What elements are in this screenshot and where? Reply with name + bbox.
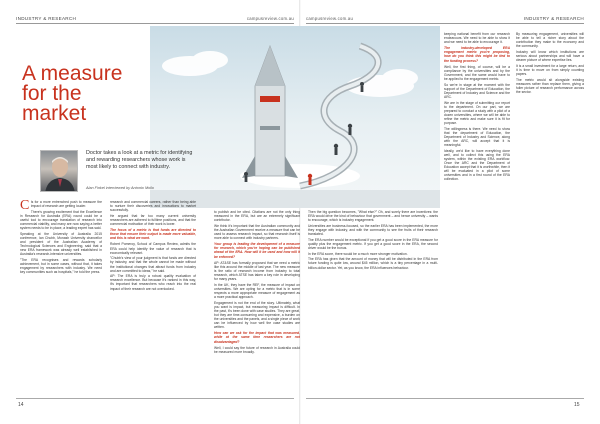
body-column-3 xyxy=(214,210,300,396)
paragraph: Ideally, we'd like to have everything done well, and to collect this using the ERA system, within the existing ERA workflow. Once the ARC and the Department of Education accept that it is worthwhile, then it will be evaluated in a pilot of some universities and in a first round of the ERA collection. xyxy=(444,148,510,182)
paragraph: Industry will know which institutions are serious about partnerships and will have a clearer picture of where expertise lies. xyxy=(516,49,584,63)
paragraph: The ERA has given that the amount of money that will be distributed in the ERA from future funding is quite low, around $45 million, which is a tiny percentage in a multi-billion-dollar sector. Yet, as you know, the ERA influences behaviour. xyxy=(308,257,438,270)
paragraph: The metric would sit alongside existing measures rather than replace them, giving a fuller picture of research performance across the sector. xyxy=(516,77,584,94)
body-column-4 xyxy=(444,32,510,396)
paragraph: In the UK, they have the REF, the measure of impact on universities. We are opting for a metric that is in some respects a more appropriate measure of engagement as a more practical approach. xyxy=(214,282,300,299)
paragraph: We are in the stage of submitting our report to the department. On our part, we are prepared to conduct a study with a pilot of a dozen universities, where we will be able to refine the metric and make sure it is fit for purpose. xyxy=(444,100,510,126)
paragraph: The willingness is there. We need to show that the department of Education, the Department of Industry and Science, along with the ARC, will accept that it is meaningful. xyxy=(444,126,510,148)
paragraph: research and commercial careers, rather than being able to nurture their discoveries and innovations to market successfully. xyxy=(110,200,196,213)
paragraph: "The ERA recognises and rewards scholarly achievement, but in some cases, without that, it takes engagement by researchers with industry. We need key communities such as hospitals," he told the press. xyxy=(20,258,102,275)
left-site-url[interactable]: campusreview.com.au xyxy=(246,16,294,21)
paragraph: "Chubb's view of your judgment is that funds are directed by industry, and that the whole cannot be made without the institutional changes that attract funds from industry and are committed to ideas," he said. xyxy=(110,256,196,273)
author-photo xyxy=(40,150,78,192)
article-standfirst: Doctor takes a look at a metric for identifying and rewarding researchers whose work is most likely to connect with industry. xyxy=(86,150,193,170)
portrait-icon xyxy=(41,151,78,192)
paragraph: Well, the first thing, of course, will be a compliance by the universities and by the Government, and the same would have to be applied to the engagement metric. xyxy=(444,64,510,81)
question-heading: The industry-developed ERA engagement metric you're proposing, how do you think this might be tied to the funding process? xyxy=(444,46,510,63)
right-site-url[interactable]: campusreview.com.au xyxy=(306,16,354,21)
paragraph: It is a small investment for a large return, and it is time to move on from simply counting papers. xyxy=(516,63,584,77)
paragraph: AP: The ERA is truly a robust quality evaluation of research excellence. But because it's ranked in this way, it's important that researchers who reach into the real impact of their research are not overlooked. xyxy=(110,274,196,291)
page-number-right: 15 xyxy=(574,402,580,408)
paragraph: Universities are business-focused, so the earlier ERA has been implemented, the more they engage with industry, and with the community to see the fruits of their research translated. xyxy=(308,223,438,237)
paragraph: Well, I could say the future of research in Australia could be measured more broadly. xyxy=(214,345,300,354)
right-section-label: INDUSTRY & RESEARCH xyxy=(523,16,584,21)
body-column-6 xyxy=(516,32,584,396)
paragraph: AP: AT&SE has formally proposed that we need a metric like this around the middle of last year. The new measure is the ratio of research income from industry to total research, which ATSE has taken a key role in developing for many years. xyxy=(214,260,300,281)
paragraph: to publish and be cited. Citations are not the only thing measured in the ERA, but are an extremely significant contributor. xyxy=(214,210,300,223)
paragraph: Robert Pomeroy, School of Campus Review, admits the ERA could help identify the value of research that is economically relevant. xyxy=(110,242,196,255)
drop-cap: C xyxy=(20,200,30,213)
paragraph: By measuring engagement, universities will be able to tell a richer story about the contribution they make to the economy and the community. xyxy=(516,32,584,49)
paragraph: In the ERA score, there would be a much more stronger motivation. xyxy=(308,251,408,256)
paragraph: Cls for a more entrenched push to measure the impact of research are getting louder. xyxy=(20,200,102,213)
left-section-label: INDUSTRY & RESEARCH xyxy=(16,16,77,21)
paragraph: We think it's important that the Australian community and the Australian Government receive a measure that can be used to assess research impact, so that research itself is more able to connect with industry partners. xyxy=(214,223,300,241)
header-illustration xyxy=(150,26,440,208)
article-byline: Alan Finkel interviewed by Antonio Mollo xyxy=(86,186,155,190)
body-column-1 xyxy=(20,200,102,396)
body-column-5 xyxy=(308,210,438,396)
body-column-2 xyxy=(110,200,196,396)
paragraph: He argued that far too many current university researchers are adhered to fulltime positions, and that the commercial motivation of their work is lower. xyxy=(110,213,196,227)
left-page-header xyxy=(16,14,294,24)
paragraph: Then the big question becomes, "What else?" Oh, and surely there are incentives: the ERA would drive the kind of behaviour that government – and hence university – wants to encourage, which is industry engagement. xyxy=(308,210,438,223)
paragraph: There's growing excitement that the Excellence in Research for Australia (ERA) round could be a useful tool to encourage translation of research into commercial viability, and many are now saying a better system needs to be in place, a leading expert has said. xyxy=(20,209,102,231)
paragraph: keeping national benefit from our research endeavours. We need to be able to show it and we need to be able to encourage it. xyxy=(444,32,510,45)
illustration-art xyxy=(150,26,440,208)
question-heading: How can we ask for the impact that was measured, while at the same time researchers are not disadvantaged? xyxy=(214,331,300,344)
article-headline: A measure for the market xyxy=(22,62,123,125)
footer-rule-left xyxy=(16,398,294,399)
page-number-left: 14 xyxy=(18,402,24,408)
paragraph: Engagement is not the end of the story. Ultimately, what you want is impact, but measuring impact is difficult. In the past, it's been done with case studies. They are great, but they are time-consuming and expensive, a burden on the universities and the panels, and a single piece of work can be influenced by how well the case studies are written. xyxy=(214,300,300,330)
pull-quote: The focus of a metric is that funds are directed to those that ensure their output is made more valuable, and this is what we want. xyxy=(110,228,196,241)
paragraph: The ERA number would be exceptional if you get a good score in the ERA measure for quality plus the engagement metric. If you get a good score in the ERA, the second driver would be the bonus. xyxy=(308,237,438,250)
paragraph: Speaking at the University of Australia 2015 conference, Ian Chubb, Monash University chancellor and president of the Australian Academy of Technological Sciences and Engineering, said that a new ERA framework was already well established in Australia's research-intensive universities. xyxy=(20,231,102,257)
question-heading: Your group is leading the development of a measure for research, which you're hoping can be published ahead of the ERA. How will it be used and how will it be enforced? xyxy=(214,242,300,259)
paragraph: So we're in stage at the moment with the support of the Department of Education, the Department of Industry and Science and the ARC. xyxy=(444,82,510,99)
footer-rule-right xyxy=(306,398,584,399)
right-page-header xyxy=(306,14,584,24)
rocket-icon xyxy=(242,46,298,178)
